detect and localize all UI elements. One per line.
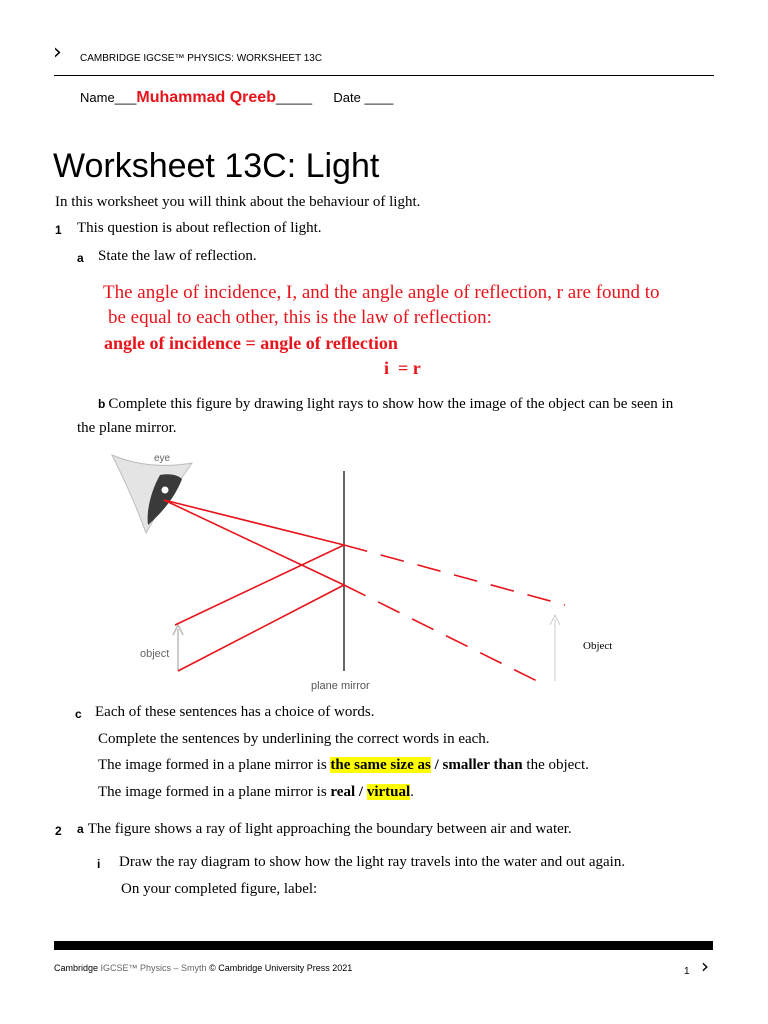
- choice-same-size[interactable]: the same size as: [330, 757, 431, 773]
- footer-rule: [54, 941, 713, 950]
- page-number: 1: [684, 966, 690, 977]
- q1-number: 1: [55, 223, 62, 237]
- name-line: [80, 89, 393, 107]
- intro-text: In this worksheet you will think about the behaviour of light.: [55, 194, 421, 210]
- header-title: CAMBRIDGE IGCSE™ PHYSICS: WORKSHEET 13C: [80, 53, 323, 64]
- choice-virtual[interactable]: virtual: [366, 784, 411, 800]
- q1a-label: a: [77, 251, 84, 265]
- choice-real[interactable]: real: [330, 784, 356, 800]
- q1a-answer-bold: angle of incidence = angle of reflection: [104, 333, 398, 353]
- q2a-text: a The figure shows a ray of light approaching the boundary between air and water.: [77, 821, 572, 837]
- image-arrow: [550, 615, 560, 681]
- q1b-text-line2: the plane mirror.: [77, 420, 177, 436]
- q1c-sentence-1: The image formed in a plane mirror is the same size as / smaller than the object.: [98, 757, 589, 773]
- name-trail: _____: [275, 90, 313, 105]
- q1c-text: Each of these sentences has a choice of words.: [95, 704, 375, 720]
- q2-number: 2: [55, 824, 62, 838]
- q2ai-text: Draw the ray diagram to show how the light ray travels into the water and out again.: [119, 854, 626, 870]
- object-arrow: [173, 625, 183, 671]
- q1b-text: b Complete this figure by drawing light rays to show how the image of the object can be seen in: [98, 396, 674, 412]
- object-label: object: [140, 648, 170, 660]
- q1a-text: State the law of reflection.: [98, 248, 257, 264]
- virtual-ray-top: [344, 545, 565, 605]
- q1-text: This question is about reflection of light.: [77, 220, 322, 236]
- q1c-label: c: [75, 707, 82, 721]
- worksheet-title: Worksheet 13C: Light: [53, 147, 380, 185]
- date-label: Date ____: [333, 90, 394, 105]
- reflection-figure: [100, 445, 640, 695]
- footer-chevron-icon: ›: [701, 954, 709, 978]
- virtual-ray-bottom: [344, 585, 537, 681]
- incident-ray-top: [175, 545, 344, 625]
- choice-smaller-than[interactable]: smaller than: [442, 757, 523, 773]
- q1a-answer-line2: be equal to each other, this is the law of reflection:: [108, 307, 492, 328]
- reflected-ray-bottom: [164, 500, 344, 585]
- name-value: Muhammad Qreeb: [136, 89, 276, 106]
- q1c-sentence-2: The image formed in a plane mirror is real / virtual.: [98, 784, 414, 800]
- q2ai-text-2: On your completed figure, label:: [121, 881, 318, 897]
- mirror-label: plane mirror: [311, 680, 370, 692]
- q1a-answer-line1: The angle of incidence, I, and the angle angle of reflection, r are found to: [103, 282, 660, 303]
- q1a-answer-equation: i = r: [384, 358, 421, 378]
- incident-ray-bottom: [178, 585, 344, 671]
- q2a-label: a: [77, 822, 84, 836]
- eye-label: eye: [154, 453, 171, 464]
- eye-icon: [112, 455, 192, 533]
- name-label: Name___: [80, 90, 137, 105]
- footer-copyright: Cambridge IGCSE™ Physics – Smyth © Cambridge University Press 2021: [54, 963, 353, 973]
- reflected-ray-top: [164, 500, 344, 545]
- header-chevron-icon: ›: [53, 40, 62, 65]
- header-rule: [54, 75, 714, 76]
- q1b-label: b: [98, 397, 106, 411]
- q1c-instruction: Complete the sentences by underlining the correct words in each.: [98, 731, 490, 747]
- image-label: Object: [583, 640, 613, 652]
- q2ai-label: i: [97, 857, 101, 871]
